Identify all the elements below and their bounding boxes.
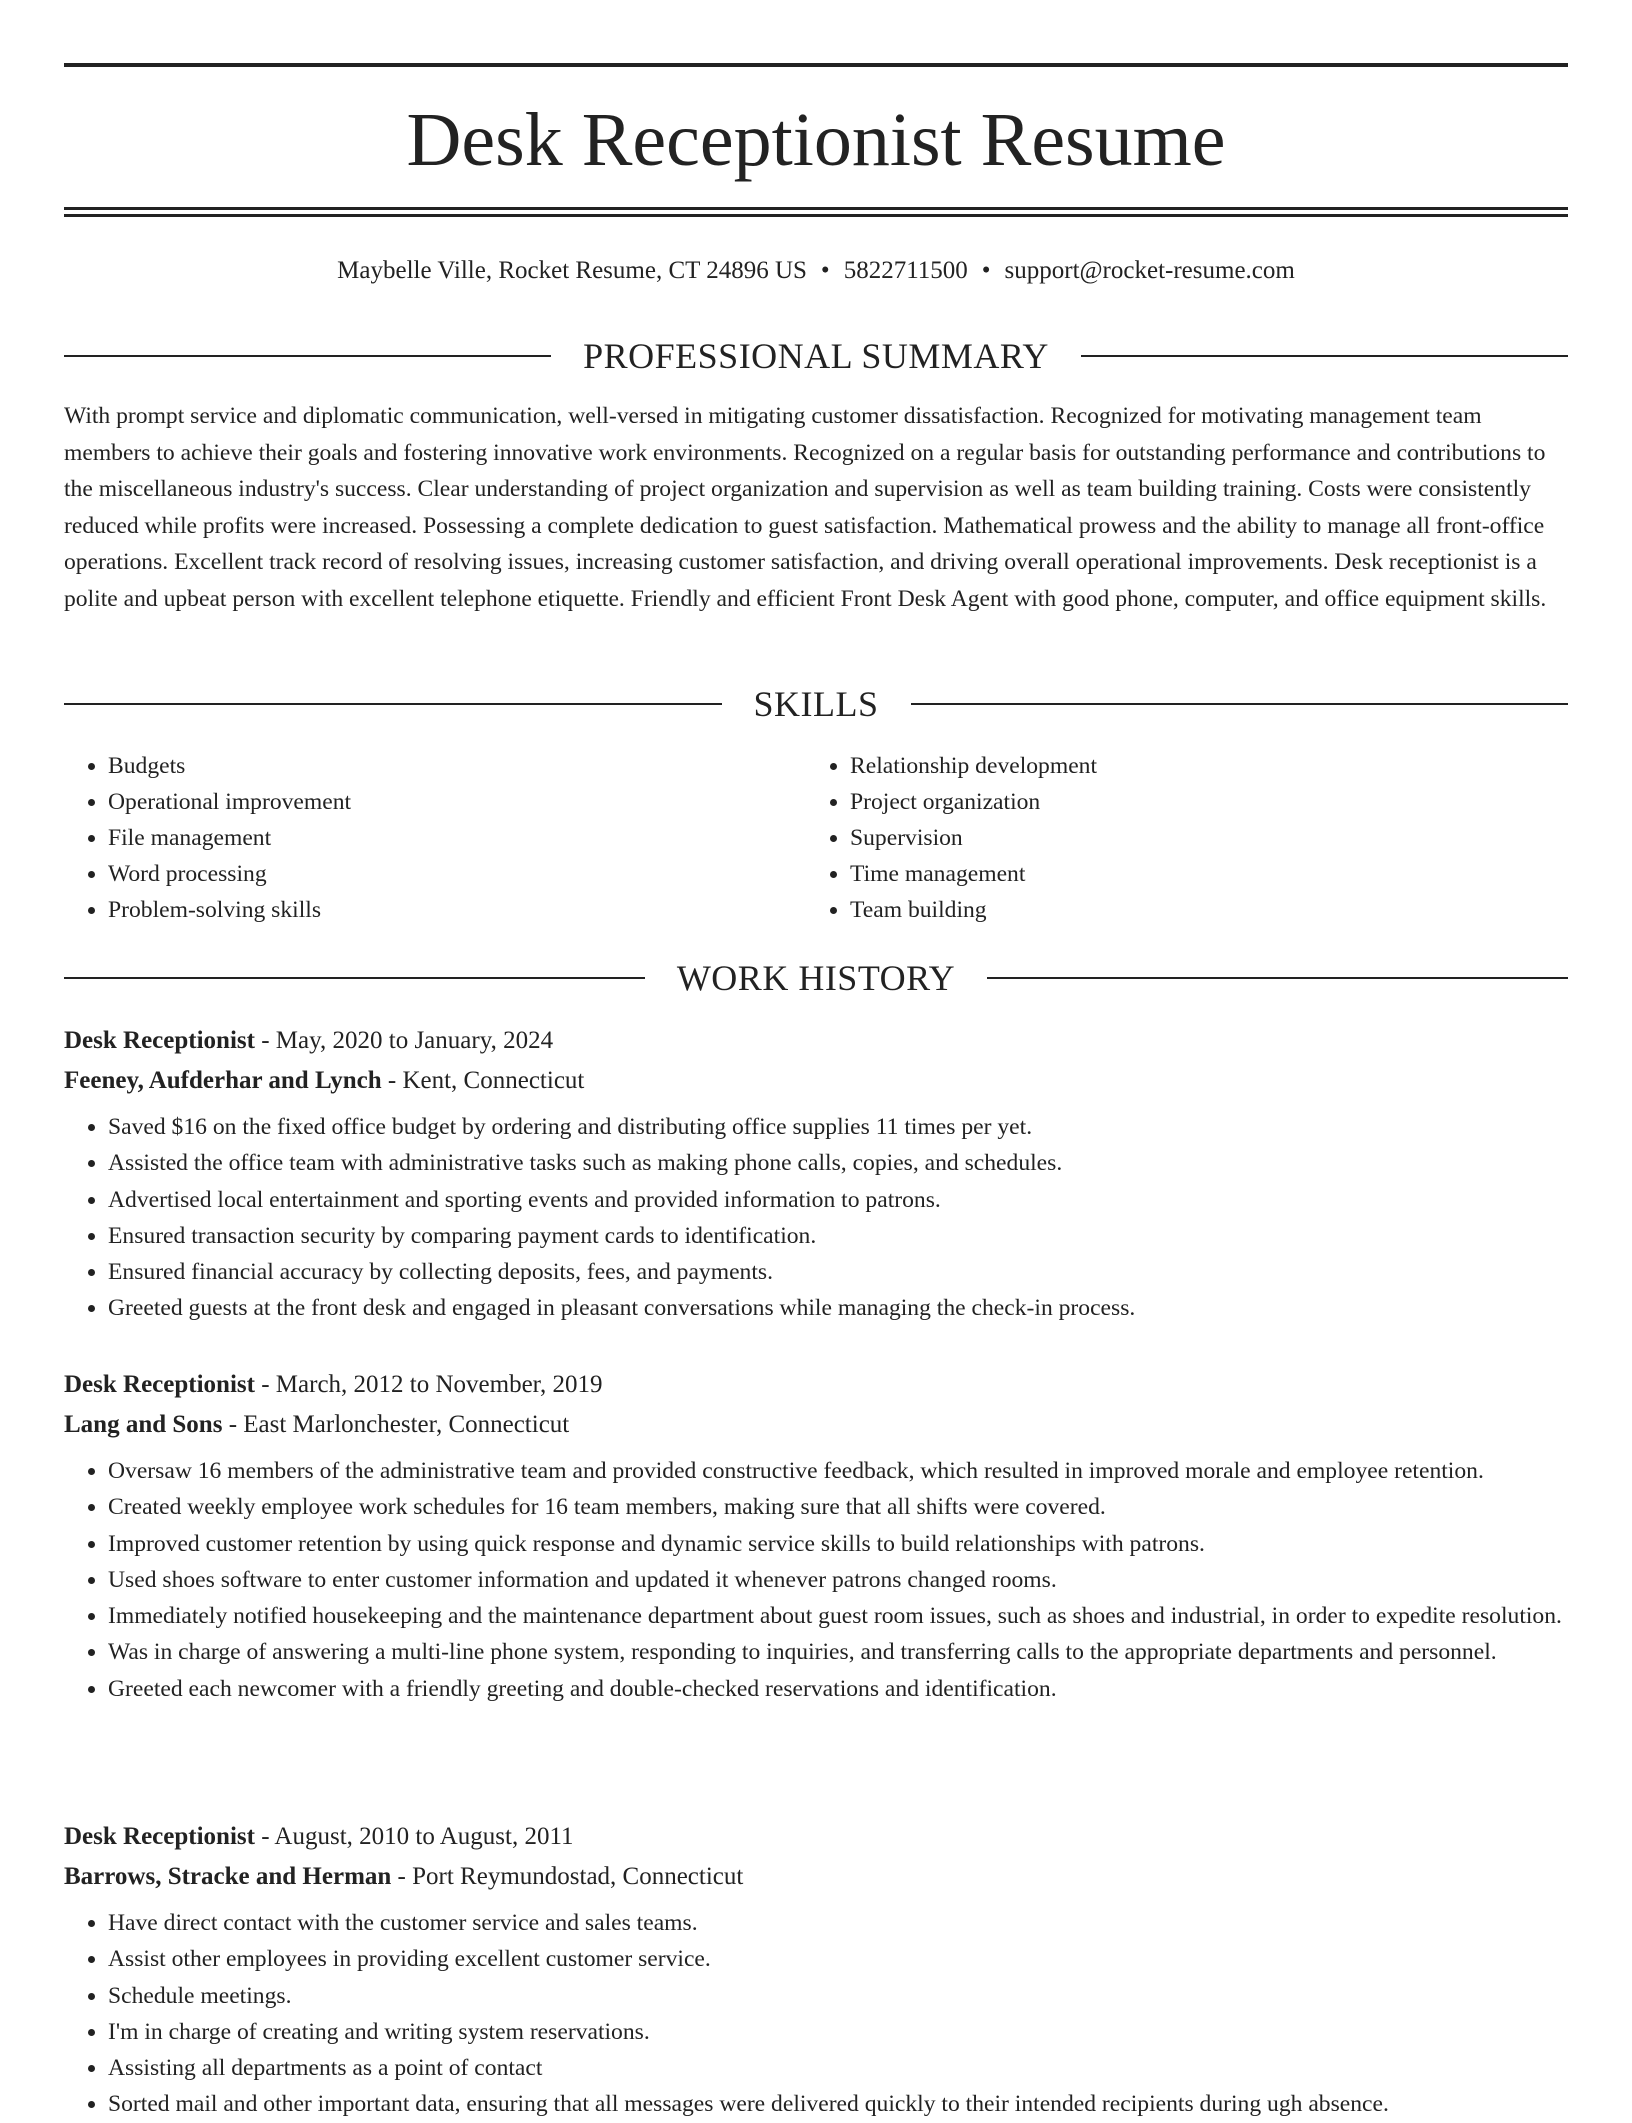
job-bullet: • Assisting all departments as a point of contact [108,2050,1568,2086]
skills-list [64,748,1568,928]
heading-rule [1081,355,1568,357]
summary-section-heading [64,334,1568,378]
job-dates: - May, 2020 to January, 2024 [254,1027,554,1054]
job-entry [64,1365,1568,1707]
skill-item: • Team building [850,892,1548,928]
work-heading-label: WORK HISTORY [676,958,956,998]
job-bullet: • Assisted the office team with administrative tasks such as making phone calls, copies, and schedules. [108,1145,1568,1181]
top-rule [64,63,1568,67]
title-double-rule [64,207,1568,217]
job-bullet: • I'm in charge of creating and writing system reservations. [108,2014,1568,2050]
skill-item: • Budgets [108,748,806,784]
job-company: Lang and Sons [64,1411,223,1438]
contact-line [64,254,1568,288]
skills-column-left [64,748,806,928]
heading-rule [987,977,1568,979]
skill-item: • Word processing [108,856,806,892]
job-role: Desk Receptionist [64,1027,255,1054]
skill-item: • Operational improvement [108,784,806,820]
job-bullets [64,1109,1568,1327]
job-bullet: • Assist other employees in providing excellent customer service. [108,1941,1568,1977]
job-company: Feeney, Aufderhar and Lynch [64,1067,382,1094]
job-title-line [64,1365,1568,1405]
contact-separator: • [820,257,830,284]
job-bullet: • Improved customer retention by using quick response and dynamic service skills to build relationships with patrons. [108,1526,1568,1562]
job-role: Desk Receptionist [64,1371,255,1398]
job-dates: - August, 2010 to August, 2011 [254,1823,574,1850]
job-employer-line [64,1061,1568,1101]
heading-rule [64,977,645,979]
job-dates: - March, 2012 to November, 2019 [254,1371,603,1398]
skill-item: • Project organization [850,784,1548,820]
contact-email: support@rocket-resume.com [1004,257,1295,284]
resume-title: Desk Receptionist Resume [406,98,1226,182]
job-bullet: • Used shoes software to enter customer information and updated it whenever patrons changed rooms. [108,1562,1568,1598]
job-bullet: • Created weekly employee work schedules for 16 team members, making sure that all shifts were covered. [108,1489,1568,1525]
contact-phone: 5822711500 [843,257,968,284]
job-employer-line [64,1857,1568,1897]
heading-rule [911,703,1569,705]
job-location: - Kent, Connecticut [381,1067,585,1094]
job-bullet: • Ensured transaction security by comparing payment cards to identification. [108,1218,1568,1254]
skill-item: • Time management [850,856,1548,892]
job-employer-line [64,1405,1568,1445]
heading-rule [64,355,551,357]
job-bullet: • Immediately notified housekeeping and the maintenance department about guest room issues, such as shoes and industrial, in order to expedite resolution. [108,1598,1568,1634]
job-title-line [64,1817,1568,1857]
job-entry [64,1021,1568,1327]
job-bullets [64,1453,1568,1707]
job-bullet: • Greeted each newcomer with a friendly greeting and double-checked reservations and identification. [108,1671,1568,1707]
job-bullet: • Greeted guests at the front desk and engaged in pleasant conversations while managing the check-in process. [108,1290,1568,1326]
skills-column-right [806,748,1548,928]
job-title-line [64,1021,1568,1061]
skill-item: • File management [108,820,806,856]
job-bullet: • Ensured financial accuracy by collecting deposits, fees, and payments. [108,1254,1568,1290]
summary-paragraph: With prompt service and diplomatic communication, well-versed in mitigating customer dissatisfaction. Recognized for motivating management team members to achieve their goals and fostering innovative work environments. Recognized on a regular basis for outstanding performance and contributions to the miscellaneous industry's success. Clear understanding of project organization and supervision as well as team building training. Costs were consistently reduced while profits were increased. Possessing a complete dedication to guest satisfaction. Mathematical prowess and the ability to manage all front-office operations. Excellent track record of resolving issues, increasing customer satisfaction, and driving overall operational improvements. Desk receptionist is a polite and upbeat person with excellent telephone etiquette. Friendly and efficient Front Desk Agent with good phone, computer, and office equipment skills. [64,403,1547,612]
skills-section-heading [64,682,1568,726]
job-bullet: • Was in charge of answering a multi-line phone system, responding to inquiries, and transferring calls to the appropriate departments and personnel. [108,1634,1568,1670]
summary-heading-label: PROFESSIONAL SUMMARY [583,336,1049,376]
contact-address: Maybelle Ville, Rocket Resume, CT 24896 US [337,257,807,284]
job-role: Desk Receptionist [64,1823,255,1850]
job-company: Barrows, Stracke and Herman [64,1863,392,1890]
work-section-heading [64,956,1568,1000]
job-bullet: • Have direct contact with the customer service and sales teams. [108,1905,1568,1941]
skill-item: • Supervision [850,820,1548,856]
job-location: - East Marlonchester, Connecticut [222,1411,570,1438]
job-bullet: • Saved $16 on the fixed office budget by ordering and distributing office supplies 11 times per yet. [108,1109,1568,1145]
skill-item: • Problem-solving skills [108,892,806,928]
heading-rule [64,703,722,705]
job-bullets [64,1905,1568,2123]
contact-separator: • [981,257,991,284]
job-bullet: • Sorted mail and other important data, ensuring that all messages were delivered quickly to their intended recipients during ugh absence. [108,2086,1568,2122]
job-bullet: • Oversaw 16 members of the administrative team and provided constructive feedback, which resulted in improved morale and employee retention. [108,1453,1568,1489]
job-entry [64,1817,1568,2123]
job-bullet: • Advertised local entertainment and sporting events and provided information to patrons. [108,1182,1568,1218]
skill-item: • Relationship development [850,748,1548,784]
job-location: - Port Reymundostad, Connecticut [391,1863,744,1890]
job-bullet: • Schedule meetings. [108,1978,1568,2014]
skills-heading-label: SKILLS [753,684,879,724]
